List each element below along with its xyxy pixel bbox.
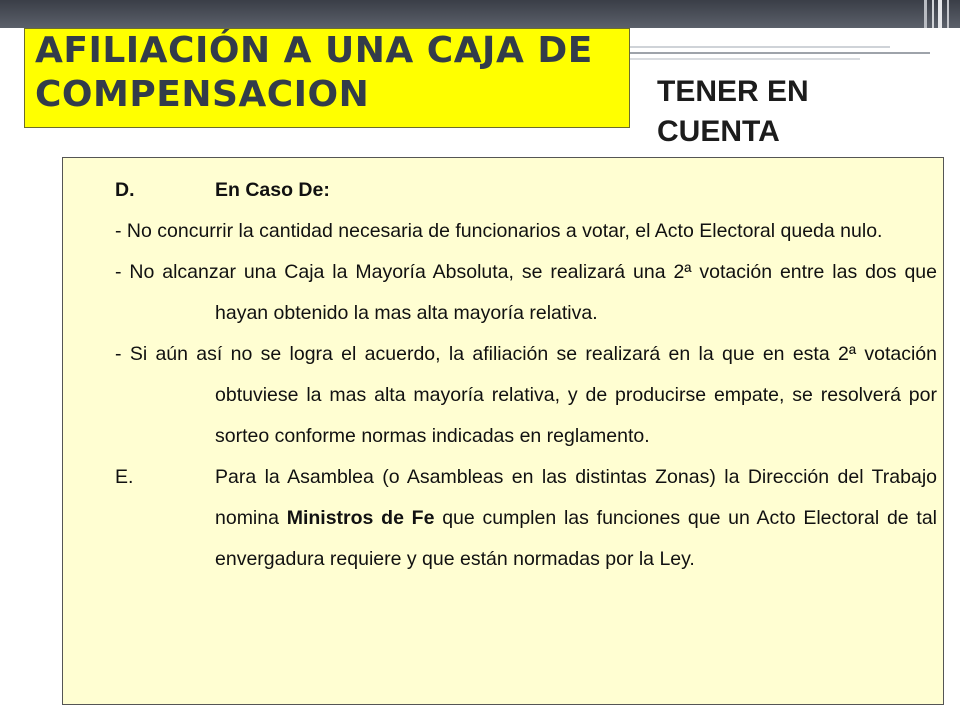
side-note-line-2: CUENTA (657, 115, 780, 148)
content-body (115, 170, 937, 580)
bullet-dash: - (115, 220, 122, 242)
decor-lines (630, 44, 930, 64)
list-item (115, 252, 937, 334)
slide-title (35, 29, 625, 117)
section-e-letter: E. (115, 466, 134, 488)
decor-stripes (920, 0, 960, 28)
section-e (115, 457, 937, 580)
bullet-dash: - (115, 261, 122, 283)
section-e-bold: Ministros de Fe (286, 507, 435, 529)
section-d-letter: D. (115, 179, 135, 201)
list-item-text: No concurrir la cantidad necesaria de funcionarios a votar, el Acto Electoral queda nulo. (126, 220, 883, 242)
list-item-text: No alcanzar una Caja la Mayoría Absoluta, se realizará una 2ª votación entre las dos que hayan obtenido la mas alta mayoría relativa. (129, 261, 937, 324)
side-note-line-1: TENER EN (657, 75, 809, 108)
section-e-text-before: Para la Asamblea (o Asambleas en las distintas Zonas) la Dirección del Trabajo nomina (215, 466, 937, 529)
side-note (657, 72, 917, 152)
section-d-heading (115, 170, 937, 211)
list-item-text: Si aún así no se logra el acuerdo, la afiliación se realizará en la que en esta 2ª votación obtuviese la mas alta mayoría relativa, y de producirse empate, se resolverá por sorteo conforme normas indicadas en reglamento. (129, 343, 938, 447)
top-decor-bar (0, 0, 960, 28)
title-line-1: AFILIACIÓN A UNA CAJA DE (35, 30, 593, 71)
list-item (115, 334, 937, 457)
content-panel (62, 157, 944, 705)
section-e-text-after: que cumplen las funciones que un Acto Electoral de tal envergadura requiere y que están normadas por la Ley. (215, 507, 938, 570)
bullet-dash: - (115, 343, 122, 365)
list-item (115, 211, 937, 252)
title-line-2: COMPENSACION (35, 74, 370, 115)
section-d-title: En Caso De: (215, 179, 330, 201)
title-banner (24, 28, 630, 128)
